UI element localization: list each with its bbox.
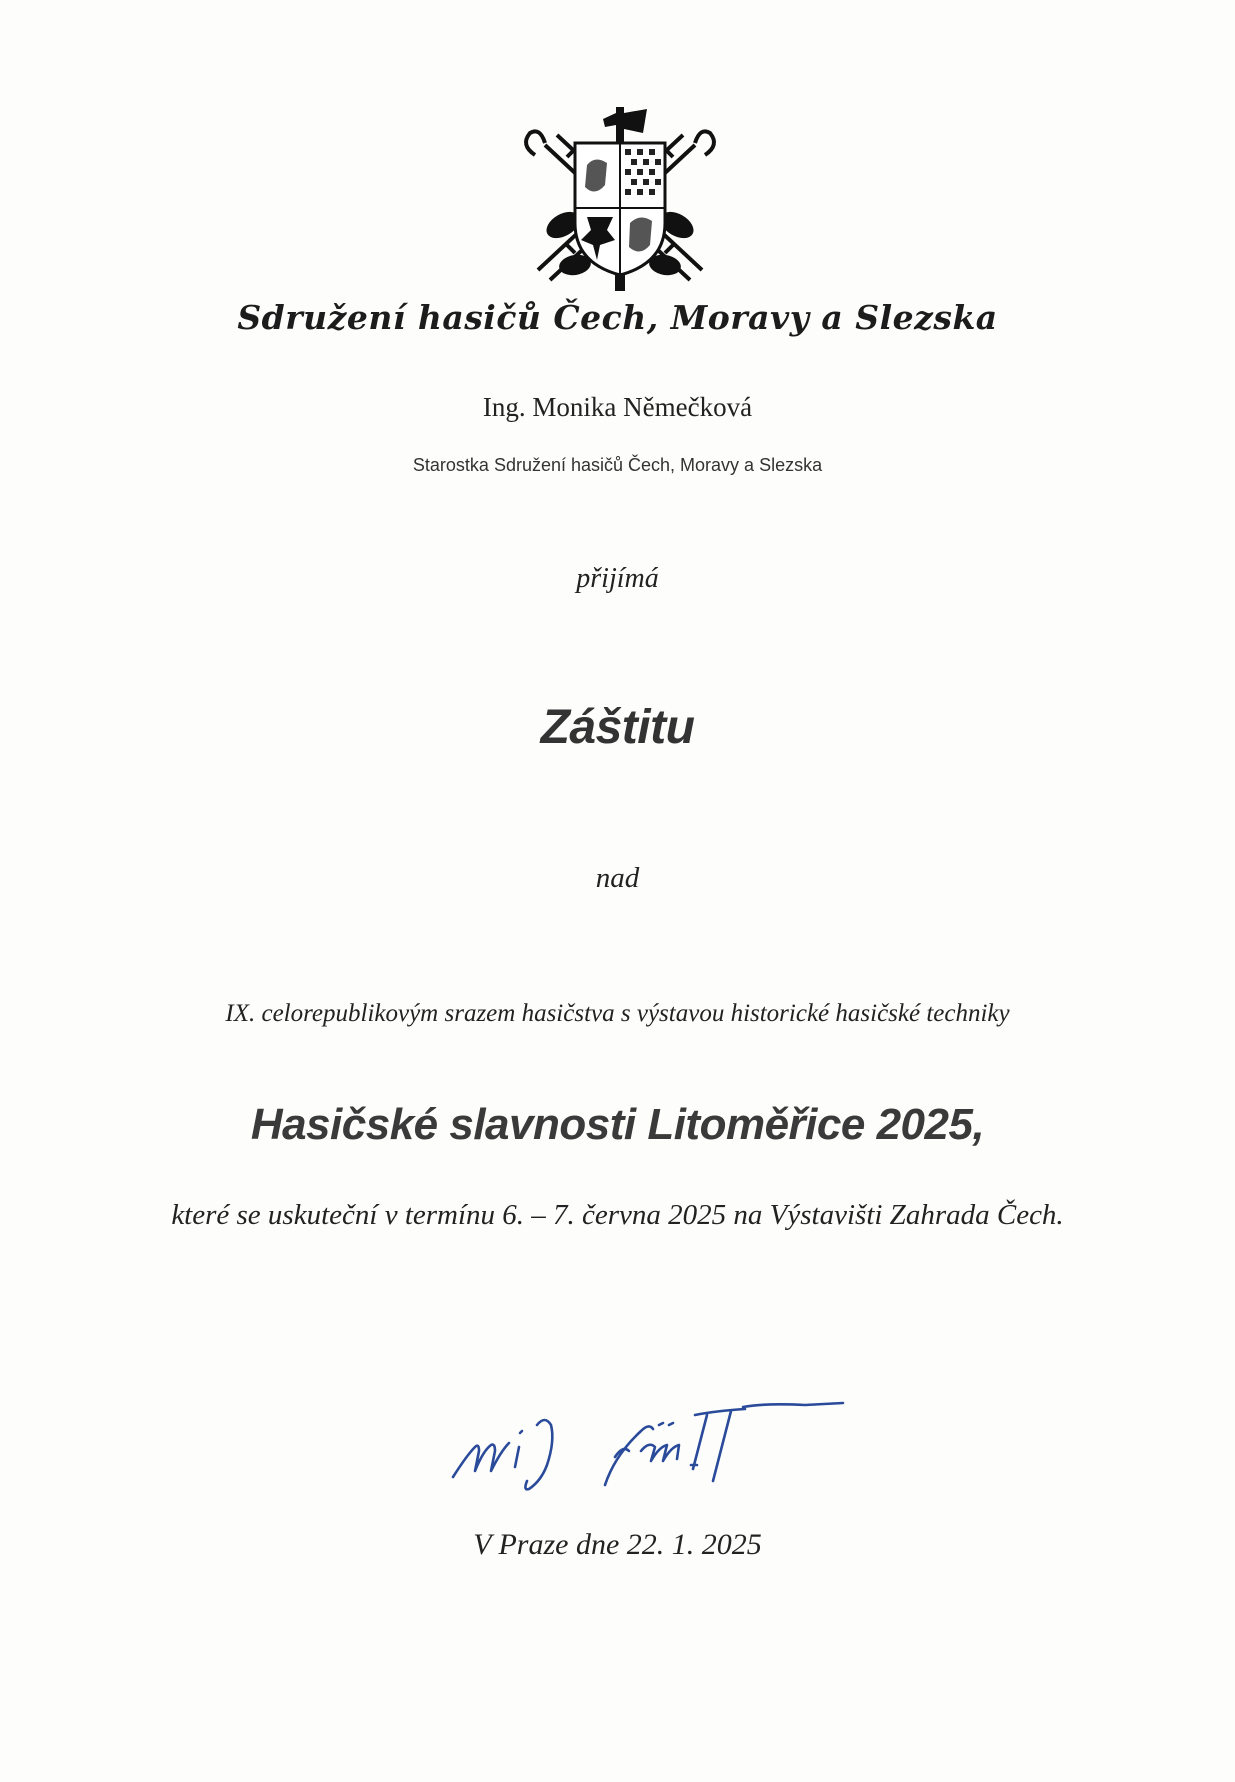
patronage-heading: Záštitu: [540, 701, 695, 754]
event-description: IX. celorepublikovým srazem hasičstva s výstavou historické hasičské techniky: [225, 1000, 1010, 1027]
person-name: Ing. Monika Němečková: [482, 392, 753, 422]
fire-brigade-emblem-icon: [515, 105, 725, 295]
person-role: Starostka Sdružení hasičů Čech, Moravy a Slezska: [412, 455, 823, 475]
event-title: Hasičské slavnosti Litoměřice 2025,: [250, 1100, 985, 1149]
organization-name: Sdružení hasičů Čech, Moravy a Slezska: [237, 298, 998, 337]
place-date: V Praze dne 22. 1. 2025: [473, 1528, 762, 1561]
accepts-text: přijímá: [576, 563, 659, 594]
over-text: nad: [595, 862, 640, 894]
handwritten-signature-icon: [445, 1385, 855, 1500]
event-date-location: které se uskuteční v termínu 6. – 7. června 2025 na Výstavišti Zahrada Čech.: [171, 1199, 1064, 1231]
